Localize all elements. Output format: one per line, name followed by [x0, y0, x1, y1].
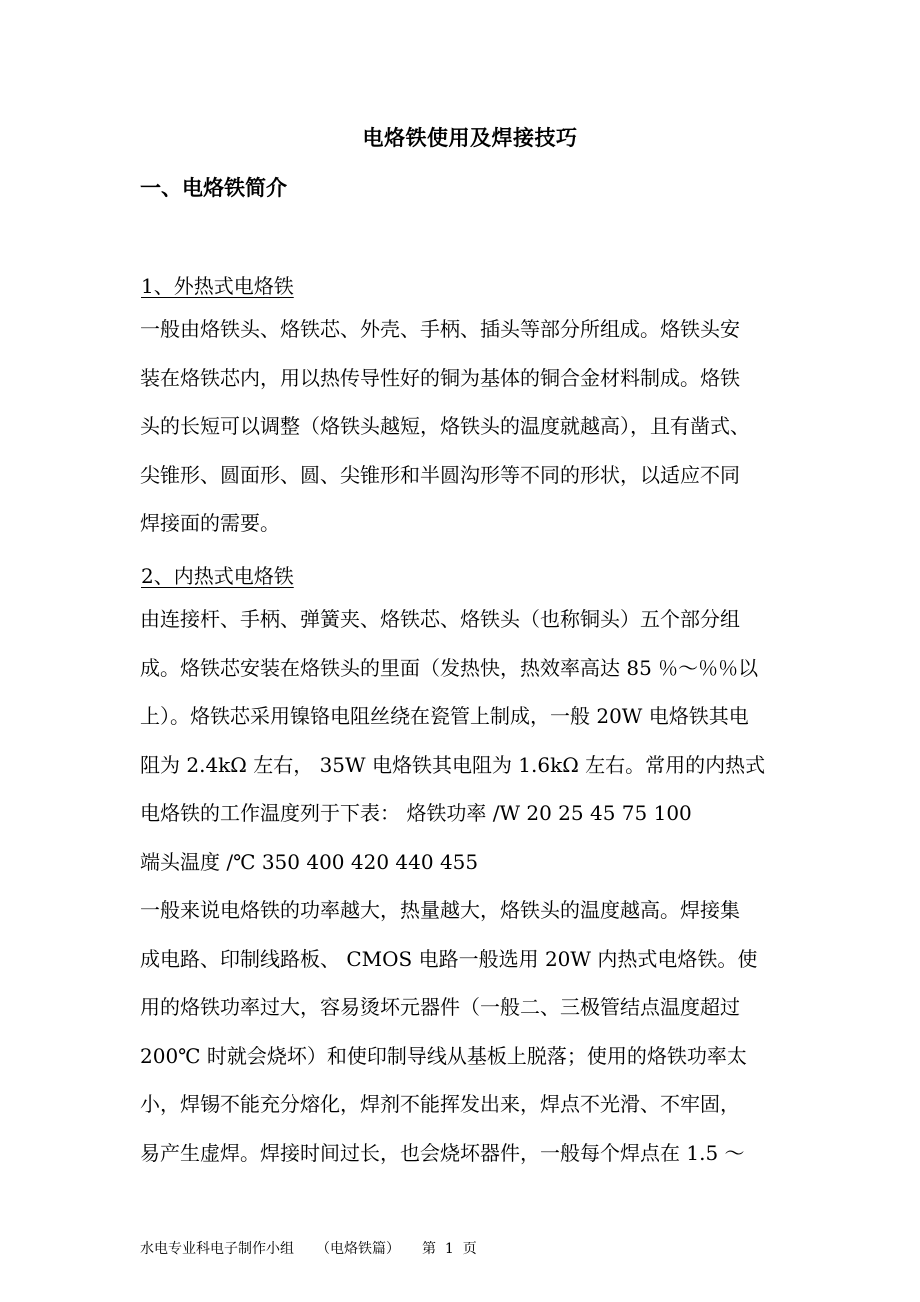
text-line: 易产生虚焊。焊接时间过长，也会烧坏器件，一般每个焊点在 1.5 ～ [140, 1140, 745, 1165]
page-footer [140, 1238, 499, 1258]
text-line: 端头温度 /℃ 350 400 420 440 455 [140, 849, 479, 874]
subheading-internal-heat-iron: 2、内热式电烙铁 [141, 564, 294, 588]
text-line: 电烙铁的工作温度列于下表： 烙铁功率 /W 20 25 45 75 100 [140, 801, 692, 825]
paragraph-internal-heat-iron [140, 595, 785, 1177]
text-line: 成。烙铁芯安装在烙铁头的里面（发热快，热效率高达 85 ％～％％以 [140, 655, 759, 680]
text-line: 尖锥形、圆面形、圆、尖锥形和半圆沟形等不同的形状，以适应不同 [140, 462, 740, 487]
text-line: 200℃ 时就会烧坏）和使印制导线从基板上脱落；使用的烙铁功率太 [140, 1043, 747, 1068]
footer-page-number: 第 1 页 [422, 1241, 477, 1257]
text-line: 一般来说电烙铁的功率越大，热量越大，烙铁头的温度越高。焊接集 [140, 898, 740, 922]
text-line: 上）。烙铁芯采用镍铬电阻丝绕在瓷管上制成，一般 20W 电烙铁其电 [140, 704, 749, 728]
paragraph-external-heat-iron [140, 305, 785, 548]
text-line: 用的烙铁功率过大，容易烫坏元器件（一般二、三极管结点温度超过 [140, 995, 740, 1019]
text-line: 一般由烙铁头、烙铁芯、外壳、手柄、插头等部分所组成。烙铁头安 [140, 317, 740, 341]
text-line: 由连接杆、手柄、弹簧夹、烙铁芯、烙铁头（也称铜头）五个部分组 [140, 607, 740, 631]
text-line: 小，焊锡不能充分熔化，焊剂不能挥发出来，焊点不光滑、不牢固， [140, 1092, 740, 1116]
text-line: 阻为 2.4kΩ 左右， 35W 电烙铁其电阻为 1.6kΩ 左右。常用的内热式 [140, 752, 766, 777]
text-line: 成电路、印制线路板、 CMOS 电路一般选用 20W 内热式电烙铁。使 [140, 946, 758, 971]
text-line: 装在烙铁芯内，用以热传导性好的铜为基体的铜合金材料制成。烙铁 [140, 365, 740, 390]
text-line: 焊接面的需要。 [140, 511, 280, 535]
section-heading-intro: 一、电烙铁简介 [140, 176, 287, 200]
footer-topic: （电烙铁篇） [316, 1241, 400, 1257]
footer-group: 水电专业科电子制作小组 [140, 1241, 294, 1257]
subheading-external-heat-iron: 1、外热式电烙铁 [141, 274, 294, 298]
document-title: 电烙铁使用及焊接技巧 [362, 126, 578, 150]
text-line: 头的长短可以调整（烙铁头越短，烙铁头的温度就越高），且有凿式、 [140, 414, 750, 438]
